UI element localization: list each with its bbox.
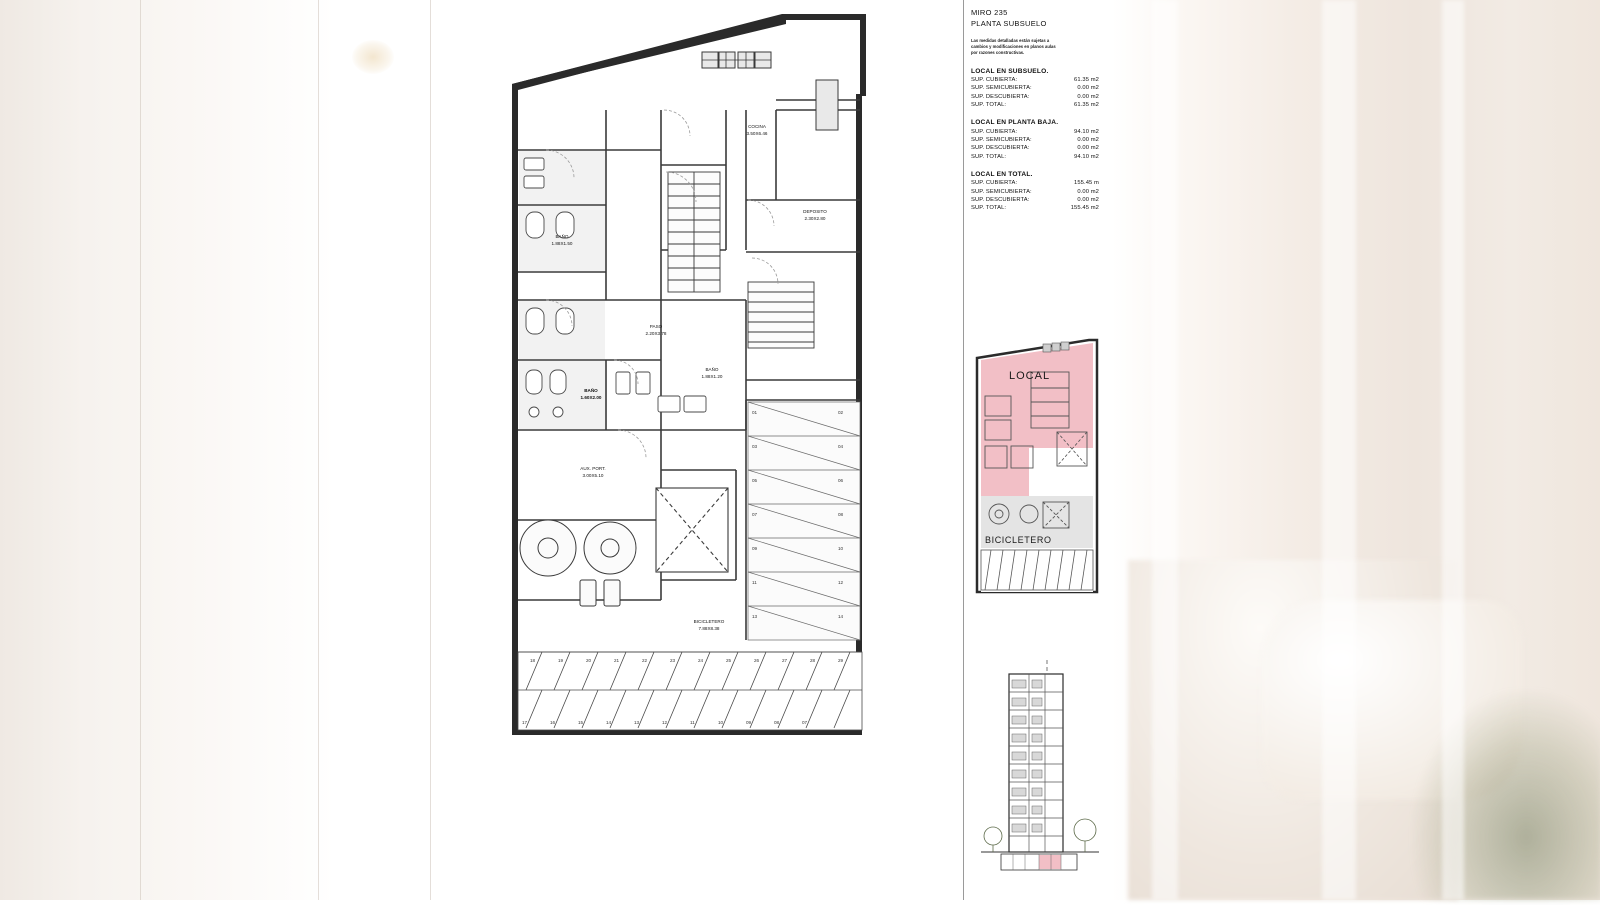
ceiling-light-glow (352, 40, 394, 74)
room-name: BAÑO (705, 367, 719, 372)
svg-text:09: 09 (746, 720, 752, 725)
room-name: DEPOSITO (803, 209, 827, 214)
area-value: 61.35 m2 (1074, 77, 1099, 84)
room-dims: 7.88X8.38 (698, 625, 720, 631)
svg-text:20: 20 (586, 658, 592, 663)
floor-plan-svg (486, 0, 916, 900)
area-row (971, 180, 1121, 186)
area-value: 94.10 m2 (1074, 128, 1099, 135)
room-dims: 1.88X1.20 (701, 373, 723, 379)
architectural-drawing-sheet (466, 0, 1112, 900)
area-value: 0.00 m2 (1077, 93, 1099, 100)
elevation-svg (981, 660, 1099, 880)
svg-text:06: 06 (838, 478, 844, 483)
svg-text:18: 18 (530, 658, 536, 663)
area-row (971, 145, 1121, 151)
svg-text:16: 16 (550, 720, 556, 725)
room-name: AUX. PORT. (580, 466, 606, 471)
svg-text:15: 15 (578, 720, 584, 725)
keyplan-bicicletero-label: BICICLETERO (985, 535, 1052, 545)
project-name: MIRO 235 (971, 8, 1008, 17)
area-row (971, 189, 1121, 195)
section-heading: LOCAL EN TOTAL. (971, 170, 1033, 178)
svg-text:13: 13 (634, 720, 640, 725)
building-elevation (981, 660, 1099, 880)
column-divider-line (963, 0, 964, 900)
area-row (971, 94, 1121, 100)
svg-text:13: 13 (752, 614, 758, 619)
area-row (971, 205, 1121, 211)
keyplan-local-label: LOCAL (1009, 370, 1051, 382)
room-dims: 1.60X2.00 (580, 394, 602, 400)
svg-text:10: 10 (718, 720, 724, 725)
svg-text:07: 07 (752, 512, 758, 517)
room-dims: 2.30X2.80 (804, 215, 826, 221)
area-row (971, 197, 1121, 203)
plan-level-name: PLANTA SUBSUELO (971, 18, 1047, 28)
svg-text:09: 09 (752, 546, 758, 551)
light-stripe (1322, 0, 1356, 900)
area-row (971, 102, 1121, 108)
svg-text:24: 24 (698, 658, 704, 663)
section-heading: LOCAL EN PLANTA BAJA. (971, 119, 1059, 127)
area-value: 61.35 m2 (1074, 102, 1099, 109)
area-label: SUP. DESCUBIERTA: (971, 196, 1030, 203)
area-section-total (971, 171, 1121, 212)
area-label: SUP. DESCUBIERTA: (971, 145, 1030, 152)
area-label: SUP. SEMICUBIERTA: (971, 136, 1032, 143)
room-name: COCINA (748, 124, 766, 129)
area-value: 0.00 m2 (1077, 196, 1099, 203)
svg-text:02: 02 (838, 410, 844, 415)
svg-text:08: 08 (838, 512, 844, 517)
area-label: SUP. CUBIERTA: (971, 128, 1018, 135)
svg-text:08: 08 (774, 720, 780, 725)
area-section-planta-baja (971, 119, 1121, 160)
room-dims: 3.00X5.10 (582, 472, 604, 478)
section-heading: LOCAL EN SUBSUELO. (971, 67, 1049, 75)
area-value: 0.00 m2 (1077, 85, 1099, 92)
background-photo-right (1112, 0, 1600, 900)
svg-text:01: 01 (752, 410, 758, 415)
wall-panel-seam (430, 0, 431, 900)
area-section-subsuelo (971, 68, 1121, 109)
svg-text:17: 17 (522, 720, 528, 725)
area-label: SUP. SEMICUBIERTA: (971, 188, 1032, 195)
svg-text:28: 28 (810, 658, 816, 663)
room-dims: 2.20X3.78 (645, 330, 667, 336)
area-label: SUP. CUBIERTA: (971, 180, 1018, 187)
svg-text:21: 21 (614, 658, 620, 663)
area-label: SUP. DESCUBIERTA: (971, 93, 1030, 100)
area-label: SUP. TOTAL: (971, 102, 1007, 109)
area-value: 0.00 m2 (1077, 136, 1099, 143)
floor-plan (486, 0, 916, 900)
room-name: BAÑO (584, 388, 598, 393)
room-name: PASO (649, 324, 663, 329)
svg-text:25: 25 (726, 658, 732, 663)
svg-text:03: 03 (752, 444, 758, 449)
light-stripe (1152, 0, 1178, 900)
svg-text:22: 22 (642, 658, 648, 663)
room-dims: 1.88X1.50 (551, 240, 573, 246)
svg-text:10: 10 (838, 546, 844, 551)
key-plan-diagram (971, 336, 1103, 600)
svg-text:23: 23 (670, 658, 676, 663)
area-row (971, 137, 1121, 143)
area-row (971, 154, 1121, 160)
title-block-column (963, 0, 1119, 900)
wall-panel-seam (318, 0, 319, 900)
svg-text:11: 11 (752, 580, 757, 585)
svg-text:04: 04 (838, 444, 844, 449)
area-value: 155.45 m2 (1070, 205, 1099, 212)
area-row (971, 77, 1121, 83)
svg-text:07: 07 (802, 720, 808, 725)
sheet-title (971, 8, 1121, 30)
svg-text:19: 19 (558, 658, 564, 663)
area-label: SUP. TOTAL: (971, 153, 1007, 160)
area-row (971, 129, 1121, 135)
room-name: BAÑO (555, 234, 569, 239)
svg-text:12: 12 (662, 720, 668, 725)
svg-text:14: 14 (838, 614, 844, 619)
svg-text:05: 05 (752, 478, 758, 483)
area-value: 0.00 m2 (1077, 188, 1099, 195)
svg-text:12: 12 (838, 580, 844, 585)
svg-text:11: 11 (690, 720, 695, 725)
area-label: SUP. TOTAL: (971, 205, 1007, 212)
svg-text:27: 27 (782, 658, 788, 663)
area-label: SUP. SEMICUBIERTA: (971, 85, 1032, 92)
room-dims: 3.50X6.46 (746, 130, 768, 136)
disclaimer-note: Las medidas detalladas están sujetas a cambios y modificaciones en planos aulas por razones constructivas. (971, 37, 1056, 56)
svg-text:29: 29 (838, 658, 844, 663)
background-photo-left (0, 0, 466, 900)
area-label: SUP. CUBIERTA: (971, 77, 1018, 84)
area-value: 155.45 m (1074, 180, 1099, 187)
area-row (971, 85, 1121, 91)
wall-panel-seam (140, 0, 141, 900)
area-value: 94.10 m2 (1074, 153, 1099, 160)
plant-blur (1412, 690, 1600, 900)
area-value: 0.00 m2 (1077, 145, 1099, 152)
svg-text:14: 14 (606, 720, 612, 725)
room-name: BICICLETERO (693, 619, 725, 624)
light-stripe (1442, 0, 1464, 900)
svg-text:26: 26 (754, 658, 760, 663)
